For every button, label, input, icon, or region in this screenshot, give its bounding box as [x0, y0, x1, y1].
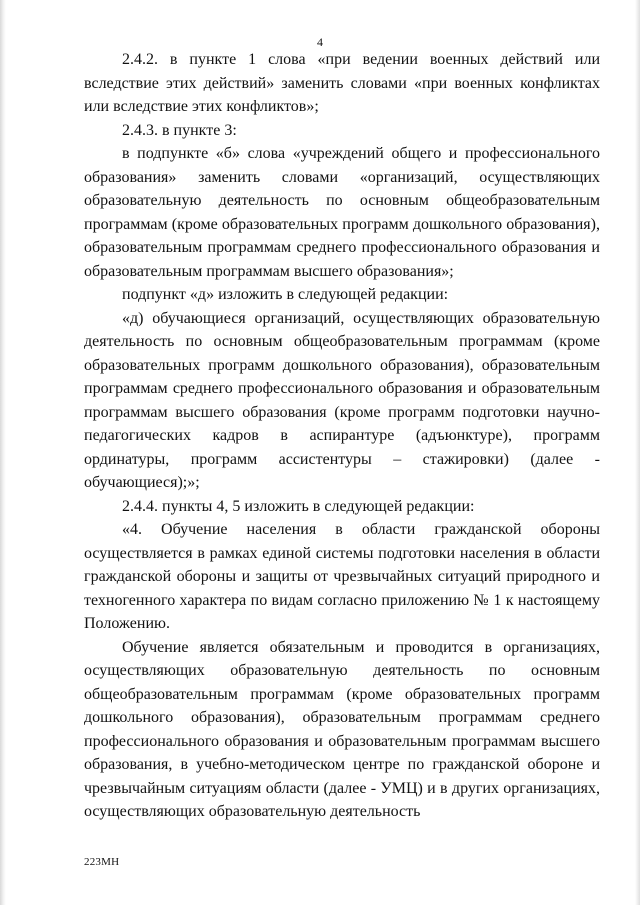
paragraph-2-4-2: 2.4.2. в пункте 1 слова «при ведении военных действий или вследствие этих действий» заменить словами «при военных конфликтах или вследствие этих конфликтов»;	[84, 51, 600, 115]
document-code: 223МН	[84, 856, 120, 868]
paragraph-subpoint-d-text: «д) обучающиеся организаций, осуществляющих образовательную деятельность по основным общеобразовательным программам (кроме образовательных программ дошкольного образования), образовательным программам среднего профессионального образования и образовательным программам высшего образования (кроме программ подготовки научно-педагогических кадров в аспирантуре (адъюнктуре), программ ординатуры, программ ассистентуры – стажировки) (далее - обучающиеся);»;	[84, 309, 600, 491]
document-body	[84, 48, 600, 824]
paragraph-training-obligatory: Обучение является обязательным и проводится в организациях, осуществляющих образовательную деятельность по основным общеобразовательным программам (кроме образовательных программ дошкольного образования), образовательным программам среднего профессионального образования и образовательным программам высшего образования, в учебно-методическом центре по гражданской обороне и чрезвычайным ситуациям области (далее - УМЦ) и в других организациях, осуществляющих образовательную деятельность	[84, 638, 600, 820]
paragraph-point-4: «4. Обучение населения в области гражданской обороны осуществляется в рамках единой системы подготовки населения в области гражданской обороны и защиты от чрезвычайных ситуаций природного и техногенного характера по видам согласно приложению № 1 к настоящему Положению.	[84, 521, 600, 632]
scan-shadow-right	[635, 0, 640, 905]
paragraph-subpoint-d-intro: подпункт «д» изложить в следующей редакции:	[122, 286, 449, 303]
scan-shadow-left	[0, 0, 6, 905]
paragraph-2-4-4: 2.4.4. пункты 4, 5 изложить в следующей редакции:	[122, 497, 475, 515]
paragraph-2-4-3: 2.4.3. в пункте 3:	[122, 121, 237, 139]
paragraph-subpoint-b: в подпункте «б» слова «учреждений общего и профессионального образования» заменить словами «организаций, осуществляющих образовательную деятельность по основным общеобразовательным программам (кроме образовательных программ дошкольного образования), образовательным программам среднего профессионального образования и образовательным программам высшего образования»;	[84, 145, 600, 280]
page-number: 4	[317, 35, 323, 49]
